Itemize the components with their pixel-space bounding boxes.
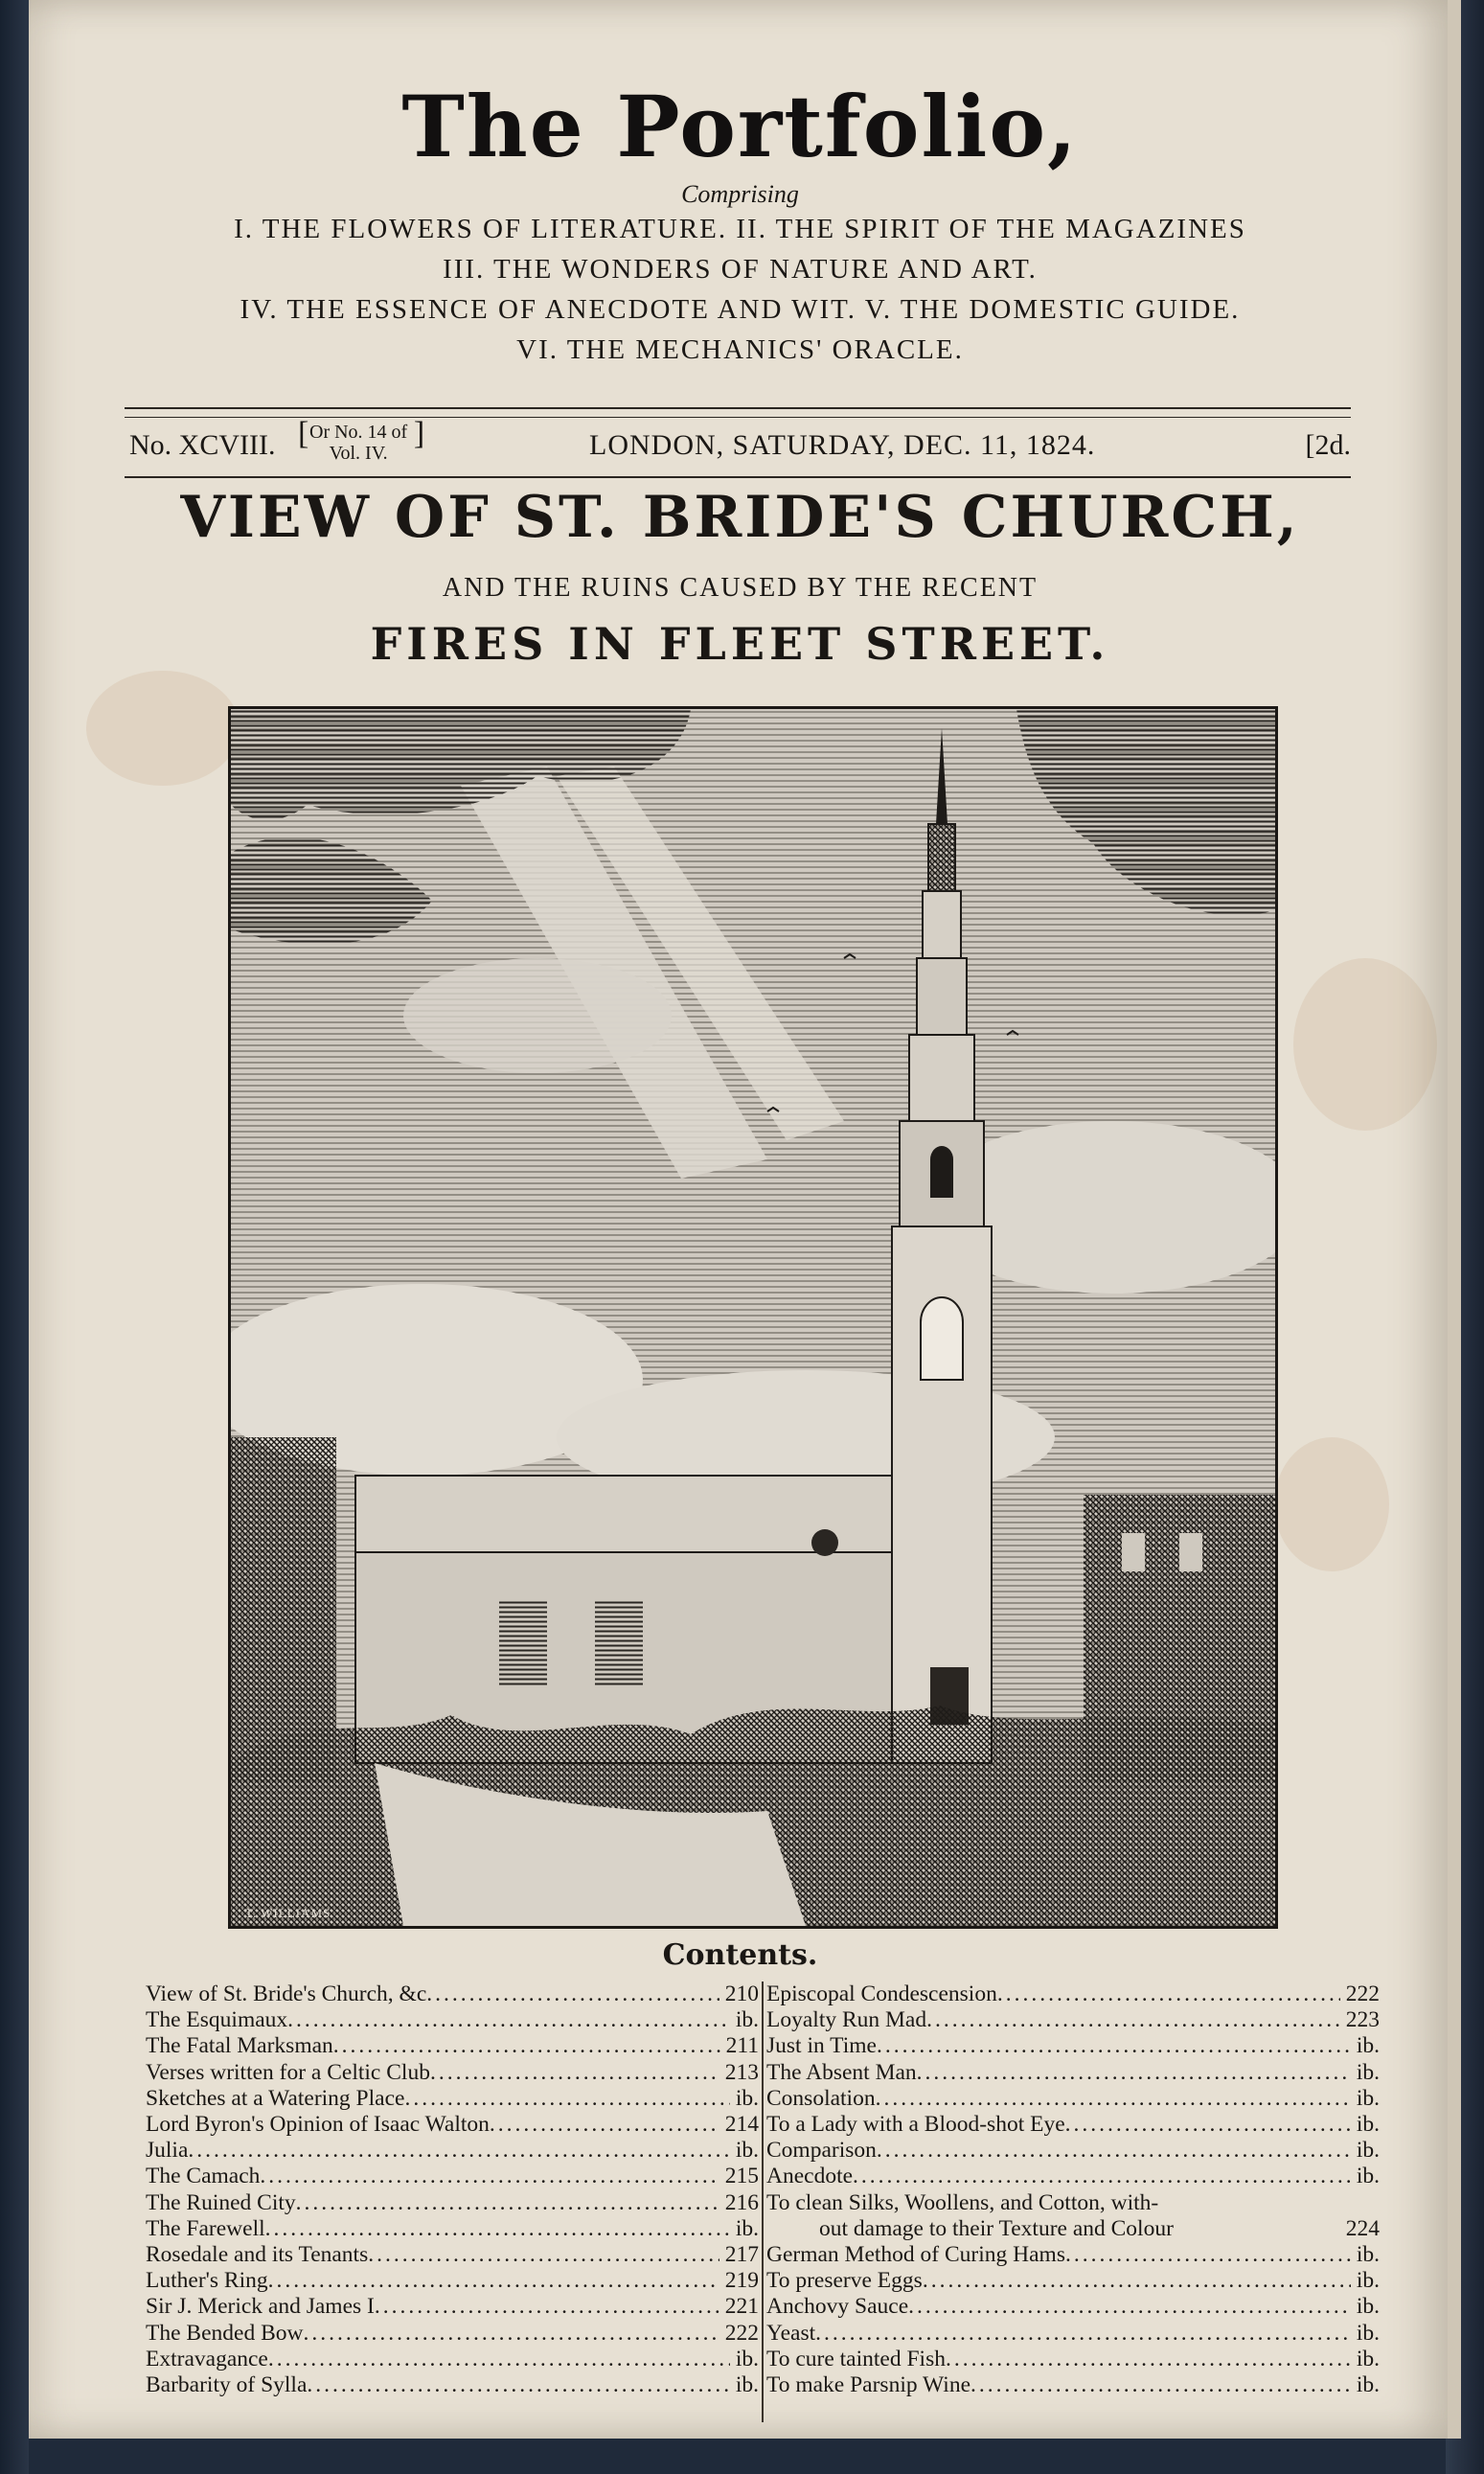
- contents-entry: Comparison ..... ib.: [766, 2138, 1380, 2164]
- headline-sub: AND THE RUINS CAUSED BY THE RECENT: [442, 573, 1039, 603]
- contents-entry: The Farewell ..... ib.: [146, 2216, 759, 2242]
- contents-entry: To preserve Eggs ..... ib.: [766, 2268, 1380, 2294]
- divider-rule: [125, 476, 1351, 478]
- masthead-comprising: Comprising: [681, 180, 799, 208]
- contents-entry: The Fatal Marksman ..... 211: [146, 2033, 759, 2059]
- church-nave-upper: [355, 1476, 892, 1552]
- headline-main: VIEW OF ST. BRIDE'S CHURCH,: [180, 484, 1300, 551]
- building-window: [1179, 1533, 1202, 1571]
- issue-alt-line: Vol. IV.: [329, 443, 388, 464]
- masthead: [29, 77, 1451, 370]
- contents-column-right: [766, 1981, 1380, 2398]
- tower-window: [921, 1297, 963, 1380]
- contents-entry: Just in Time ..... ib.: [766, 2033, 1380, 2059]
- contents-title: Contents.: [662, 1938, 818, 1972]
- contents-entry: The Camach ..... 215: [146, 2164, 759, 2189]
- contents-entry: out damage to their Texture and Colour 224: [819, 2215, 1380, 2241]
- contents-entry: To make Parsnip Wine ..... ib.: [766, 2372, 1380, 2398]
- issue-alt-line: Or No. 14 of: [309, 422, 408, 443]
- issue-alt-number: [ Or No. 14 of Vol. IV. ]: [298, 416, 425, 464]
- contents-entry: Anecdote ..... ib.: [766, 2164, 1380, 2189]
- contents-entry: Extravagance ..... ib.: [146, 2347, 759, 2372]
- paper-stain: [1293, 958, 1437, 1131]
- contents-entry: Julia ..... ib.: [146, 2138, 759, 2164]
- spire-tier: [909, 1035, 974, 1121]
- contents-entry: Lord Byron's Opinion of Isaac Walton ..... 214: [146, 2112, 759, 2138]
- contents-entry: German Method of Curing Hams ..... ib.: [766, 2242, 1380, 2268]
- issue-line: [129, 416, 1351, 479]
- contents-entry: Sketches at a Watering Place ..... ib.: [146, 2086, 759, 2112]
- masthead-line: VI. THE MECHANICS' ORACLE.: [516, 334, 964, 365]
- contents-entry: Loyalty Run Mad ..... 223: [766, 2007, 1380, 2033]
- contents-entry: Sir J. Merick and James I ..... 221: [146, 2294, 759, 2320]
- contents-entry: To cure tainted Fish ..... ib.: [766, 2347, 1380, 2372]
- contents-entry: Anchovy Sauce ..... ib.: [766, 2294, 1380, 2320]
- magazine-page: [29, 0, 1451, 2439]
- masthead-line: III. THE WONDERS OF NATURE AND ART.: [443, 254, 1038, 285]
- issue-number: No. XCVIII.: [129, 429, 276, 461]
- issue-dateline: LONDON, SATURDAY, DEC. 11, 1824.: [589, 429, 1096, 461]
- contents-column-left: [146, 1981, 759, 2398]
- paper-stain: [86, 671, 240, 786]
- contents-entry: To clean Silks, Woollens, and Cotton, with-: [766, 2189, 1159, 2215]
- engraving-illustration: [231, 709, 1275, 1926]
- contents-entry: View of St. Bride's Church, &c ..... 210: [146, 1981, 759, 2007]
- belfry-window: [930, 1146, 953, 1198]
- contents-entry: Rosedale and its Tenants ..... 217: [146, 2242, 759, 2268]
- headline-fires: FIRES IN FLEET STREET.: [370, 618, 1110, 670]
- paper-stain: [1274, 1437, 1389, 1571]
- contents-entry: The Ruined City ..... 216: [146, 2190, 759, 2216]
- round-window: [811, 1529, 838, 1556]
- contents-entry: Verses written for a Celtic Club ..... 213: [146, 2060, 759, 2086]
- contents-entry: The Esquimaux ..... ib.: [146, 2007, 759, 2033]
- contents-entry: The Absent Man ..... ib.: [766, 2060, 1380, 2086]
- contents-entry: Yeast ..... ib.: [766, 2321, 1380, 2347]
- building-window: [1122, 1533, 1145, 1571]
- church-engraving: [228, 706, 1278, 1929]
- divider-rule: [125, 417, 1351, 418]
- engraver-credit: T. WILLIAMS: [245, 1906, 331, 1920]
- spire-tier: [923, 891, 961, 958]
- ruin-window: [499, 1600, 547, 1686]
- book-binding-left: [0, 0, 29, 2474]
- contents-entry: Episcopal Condescension ..... 222: [766, 1981, 1380, 2007]
- contents-entry: Consolation ..... ib.: [766, 2086, 1380, 2112]
- masthead-title: The Portfolio,: [401, 77, 1079, 176]
- spire-tier: [928, 824, 955, 891]
- contents-entry: Luther's Ring ..... 219: [146, 2268, 759, 2294]
- contents-entry: To a Lady with a Blood-shot Eye ..... ib.: [766, 2112, 1380, 2138]
- spire-tier: [917, 958, 967, 1035]
- masthead-line: IV. THE ESSENCE OF ANECDOTE AND WIT. V. THE DOMESTIC GUIDE.: [240, 294, 1241, 325]
- contents-entry: Barbarity of Sylla ..... ib.: [146, 2372, 759, 2398]
- contents-entry: The Bended Bow ..... 222: [146, 2321, 759, 2347]
- light-cloud: [403, 958, 672, 1073]
- issue-price: [2d.: [1305, 429, 1351, 461]
- masthead-line: I. THE FLOWERS OF LITERATURE. II. THE SPIRIT OF THE MAGAZINES: [234, 214, 1246, 244]
- contents-divider: [762, 1981, 764, 2422]
- ruin-window: [595, 1600, 643, 1686]
- divider-rule: [125, 407, 1351, 409]
